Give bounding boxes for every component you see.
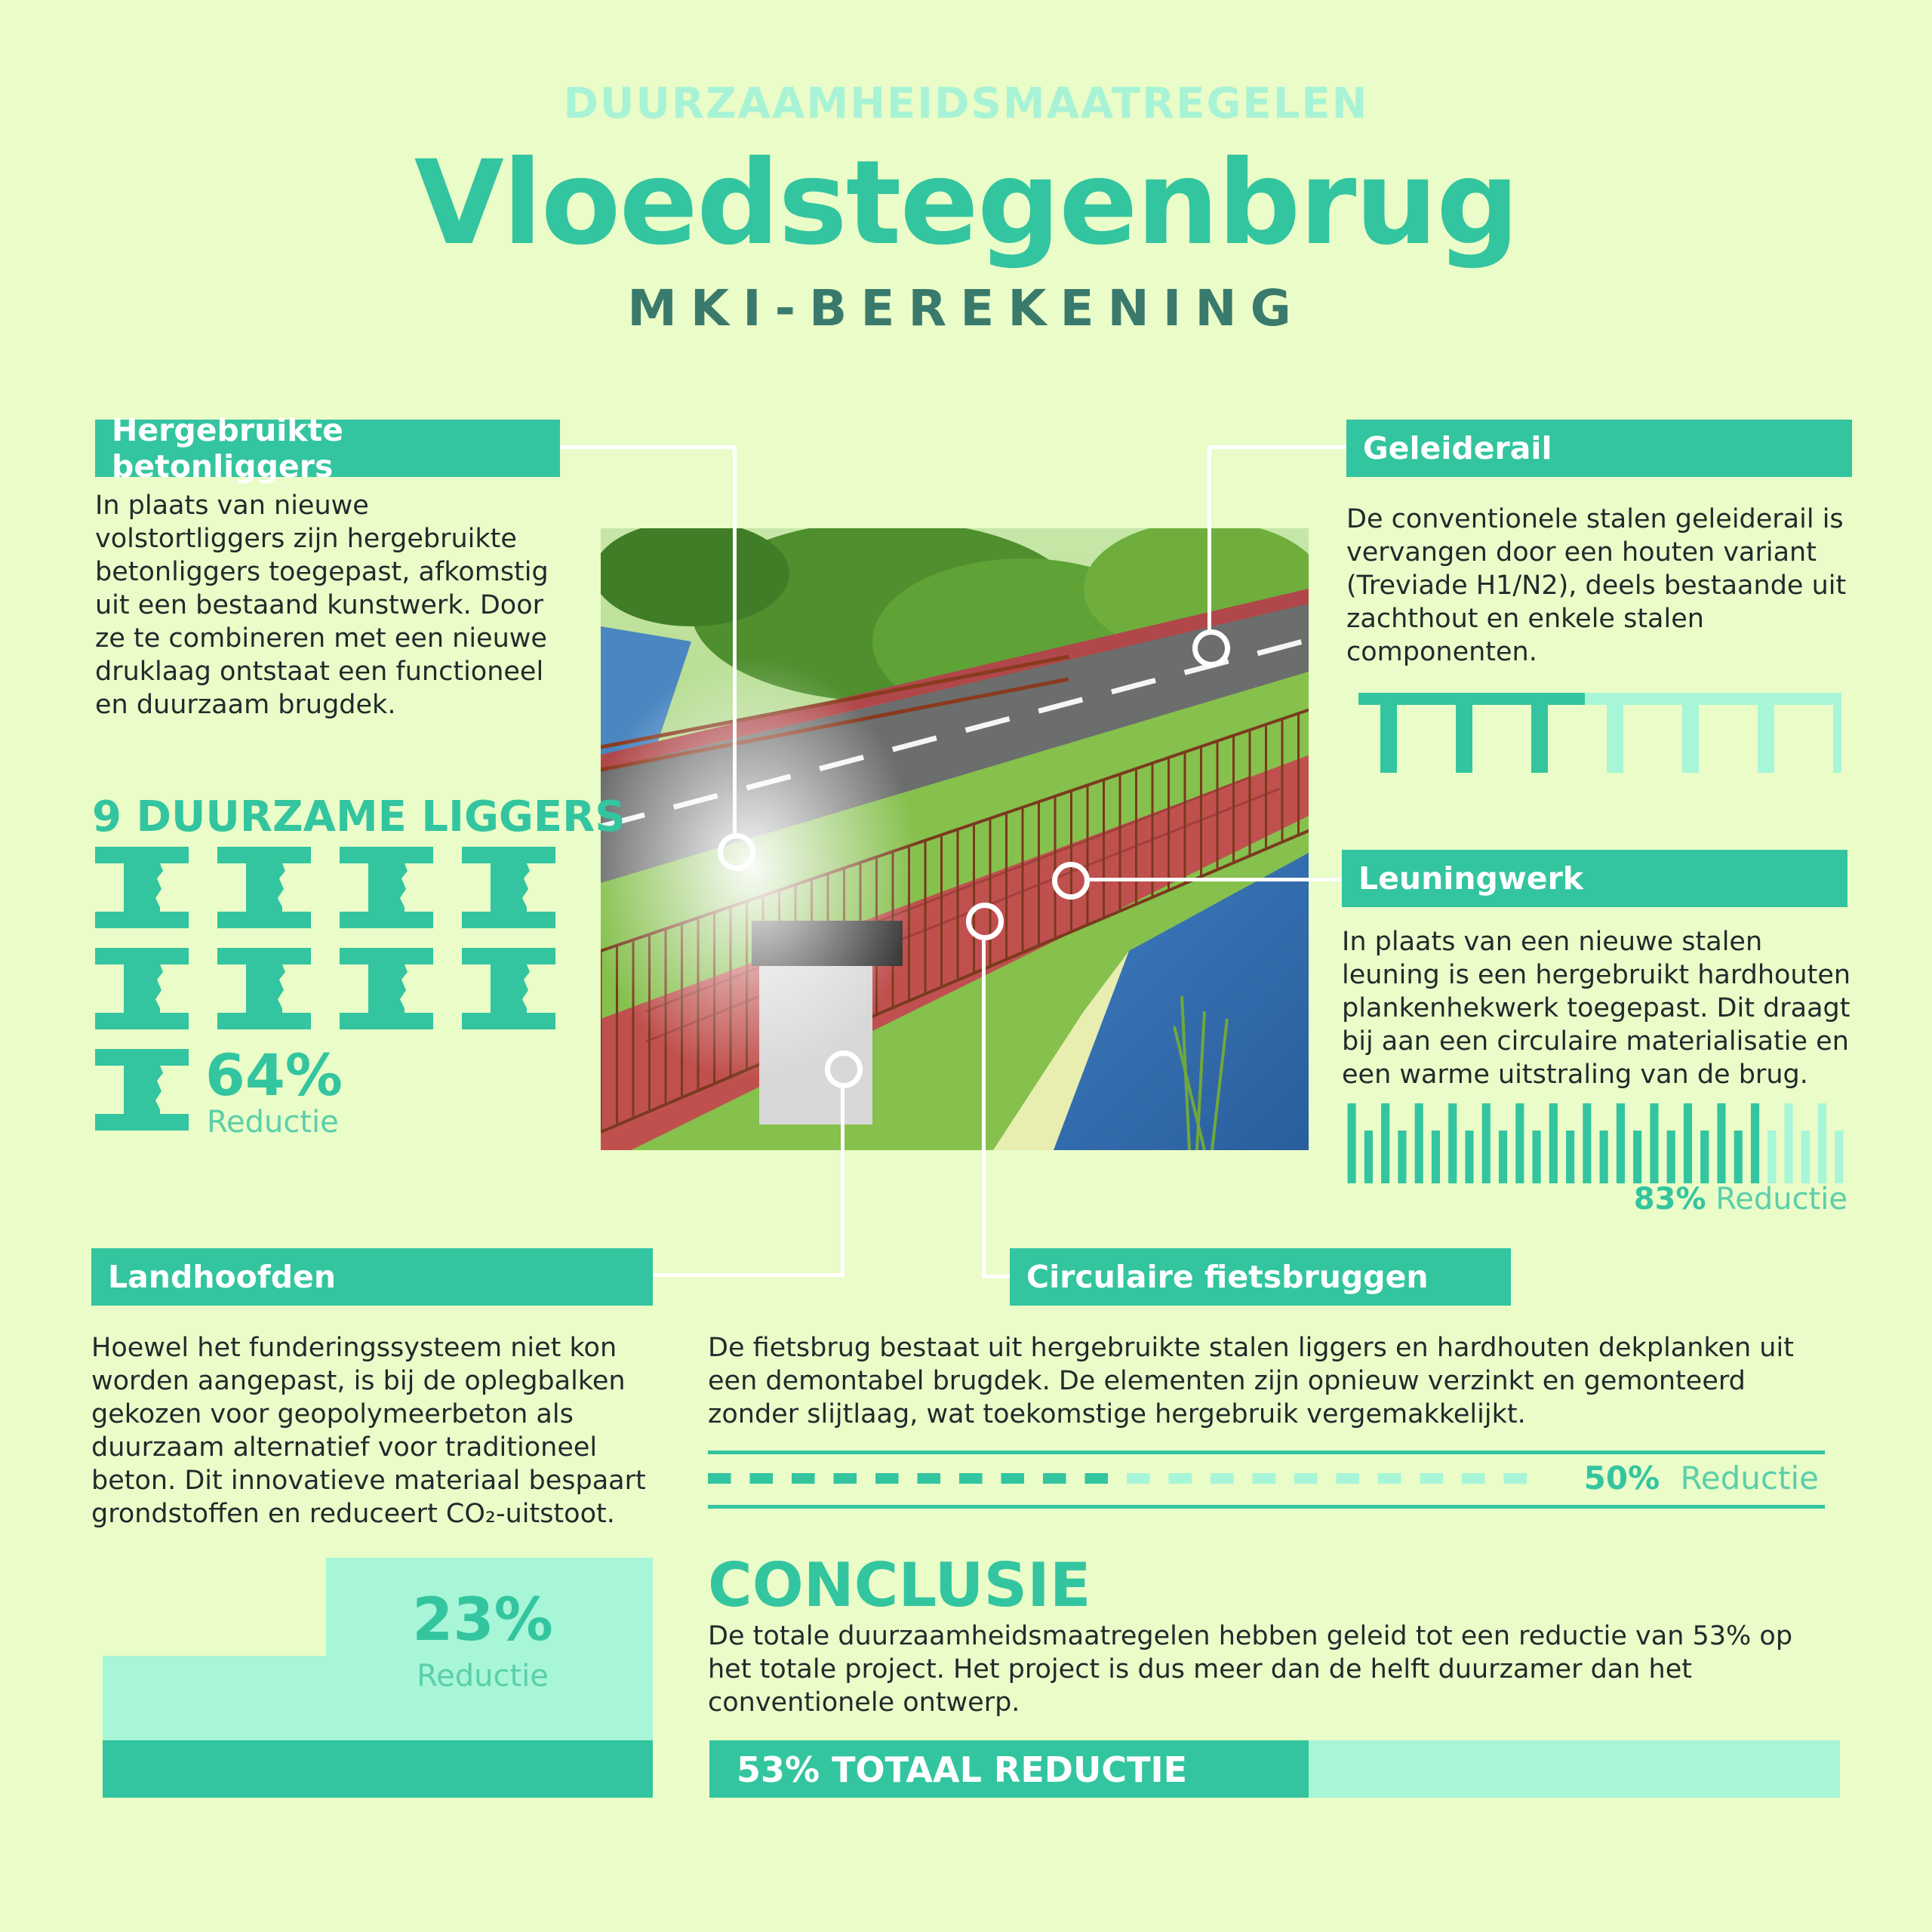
fence-bar [1465, 1131, 1473, 1183]
fence-bar [1751, 1103, 1759, 1183]
leuningwerk-reduction-label: Reductie [1715, 1182, 1847, 1217]
leader-line-betonliggers-v [733, 445, 737, 838]
betonliggers-reduction-label: Reductie [207, 1105, 339, 1140]
girder-icon [95, 1049, 189, 1131]
track-dash [834, 1473, 857, 1484]
girder-icon [462, 948, 555, 1029]
leader-line-leuningwerk-h [1084, 878, 1341, 881]
betonliggers-percent: 64% [205, 1041, 343, 1109]
liggers-count-title: 9 DUURZAME LIGGERS [92, 792, 626, 841]
fence-bar [1533, 1131, 1541, 1183]
track-dash [750, 1473, 774, 1484]
guardrail-post [1380, 705, 1397, 773]
fence-bar [1482, 1103, 1491, 1183]
hotspot-leuningwerk[interactable] [1052, 862, 1090, 900]
bridge-render-image [601, 528, 1309, 1150]
girder-icon [217, 847, 311, 928]
fence-bar [1499, 1131, 1507, 1183]
fence-bar [1785, 1103, 1793, 1183]
guardrail-beam-filled [1358, 693, 1585, 705]
fence-bar [1583, 1103, 1591, 1183]
guardrail-post [1456, 705, 1472, 773]
geleiderail-body: De conventionele stalen geleiderail is vervangen door een houten variant (Treviade H1/N2), deels bestaande uit zachthout en enkele stalen componenten. [1346, 504, 1847, 667]
track-dash [708, 1473, 731, 1484]
guardrail-post [1833, 705, 1841, 773]
landhoofden-body: Hoewel het funderingssysteem niet kon worden aangepast, is bij de oplegbalken gekozen voor geopolymeerbeton als duurzaam alternatief voor traditioneel beton. Dit innovatieve materiaal bespaart grondstoffen en reduceert CO₂-uitstoot. [91, 1333, 646, 1529]
guardrail-post [1531, 705, 1548, 773]
fence-bar [1566, 1131, 1574, 1183]
fence-bar [1432, 1131, 1440, 1183]
guardrail-beam-empty [1585, 693, 1841, 705]
fence-bar [1617, 1103, 1625, 1183]
leuningwerk-heading: Leuningwerk [1342, 850, 1847, 907]
fence-bar [1364, 1131, 1373, 1183]
landhoofden-percent: 23% [412, 1586, 553, 1654]
geleiderail-heading: Geleiderail [1346, 420, 1852, 477]
track-dash [1462, 1473, 1485, 1484]
track-dash [1294, 1473, 1318, 1484]
girder-icon [462, 847, 555, 928]
guardrail-post [1607, 705, 1623, 773]
girder-icon [217, 948, 311, 1029]
fence-bar [1717, 1103, 1725, 1183]
track-dash [959, 1473, 983, 1484]
hotspot-betonliggers[interactable] [718, 833, 755, 871]
betonliggers-heading: Hergebruikte betonliggers [95, 420, 560, 477]
fietsbruggen-reduction-label: Reductie [1680, 1460, 1819, 1497]
fence-bar [1700, 1131, 1709, 1183]
pretitle: DUURZAAMHEIDSMAATREGELEN [563, 79, 1369, 128]
fence-bar [1818, 1103, 1826, 1183]
fence-bar [1398, 1131, 1406, 1183]
betonliggers-body: In plaats van nieuwe volstortliggers zijn hergebruikte betonliggers toegepast, afkomstig uit een bestaand kunstwerk. Door ze te combineren met een nieuwe druklaag ontstaat een functioneel en duurzaam brugdek. [95, 491, 549, 720]
track-dash [792, 1473, 815, 1484]
girder-icon [340, 847, 433, 928]
fence-bar [1767, 1131, 1776, 1183]
track-dash [1043, 1473, 1066, 1484]
page-title: Vloedstegenbrug [414, 136, 1518, 271]
guardrail-post [1758, 705, 1774, 773]
track-dash [918, 1473, 941, 1484]
fietsbruggen-track-bottom [708, 1505, 1825, 1509]
track-dash [1504, 1473, 1527, 1484]
track-dash [1211, 1473, 1234, 1484]
leader-line-betonliggers-h [558, 445, 737, 449]
guardrail-posts-graphic [1358, 693, 1841, 776]
landhoofden-base-bar [103, 1740, 653, 1798]
leader-line-fietsbruggen-v [982, 940, 986, 1278]
fence-bar [1667, 1131, 1675, 1183]
track-dash [1337, 1473, 1360, 1484]
fietsbruggen-dash-graphic [708, 1472, 1546, 1483]
fietsbruggen-track-top [708, 1451, 1825, 1454]
girder-icon [340, 948, 433, 1029]
leader-line-geleiderail-v [1208, 445, 1211, 632]
track-dash [1127, 1473, 1150, 1484]
fence-bar [1549, 1103, 1558, 1183]
hotspot-fietsbruggen[interactable] [966, 903, 1004, 940]
leader-line-geleiderail-h [1208, 445, 1347, 449]
guardrail-post [1682, 705, 1699, 773]
girder-icon [95, 948, 189, 1029]
fietsbruggen-body: De fietsbrug bestaat uit hergebruikte stalen liggers en hardhouten dekplanken uit een demontabel brugdek. De elementen zijn opnieuw verzinkt en gemonteerd zonder slijtlaag, wat toekomstige hergebruik vergemakkelijkt. [708, 1333, 1794, 1429]
leader-line-fietsbruggen-h [982, 1275, 1012, 1278]
fence-bar [1734, 1131, 1743, 1183]
track-dash [875, 1473, 899, 1484]
track-dash [1001, 1473, 1025, 1484]
fence-bar [1381, 1103, 1389, 1183]
leader-line-landhoofden-v [841, 1088, 844, 1277]
page-subtitle: MKI-BEREKENING [627, 279, 1305, 337]
fence-bar [1415, 1103, 1423, 1183]
track-dash [1169, 1473, 1192, 1484]
conclusie-body: De totale duurzaamheidsmaatregelen hebben geleid tot een reductie van 53% op het totale project. Het project is dus meer dan de helft duurzamer dan het conventionele ontwerp. [708, 1621, 1793, 1718]
fietsbruggen-heading: Circulaire fietsbruggen [1010, 1248, 1511, 1306]
landhoofden-reduction-label: Reductie [417, 1659, 549, 1694]
hotspot-landhoofden[interactable] [825, 1051, 863, 1088]
leuningwerk-reduction [1343, 1182, 1847, 1217]
landhoofden-heading: Landhoofden [91, 1248, 653, 1306]
fence-bar [1348, 1103, 1356, 1183]
conclusie-heading: CONCLUSIE [708, 1550, 1091, 1620]
fietsbruggen-percent: 50% [1583, 1460, 1660, 1497]
fence-bar [1650, 1103, 1658, 1183]
fence-bars-graphic [1343, 1103, 1847, 1183]
fietsbruggen-reduction [1570, 1460, 1819, 1497]
track-dash [1420, 1473, 1444, 1484]
bridge-illustration [601, 528, 1309, 1150]
leuningwerk-body: In plaats van een nieuwe stalen leuning is een hergebruikt hardhouten plankenhekwerk toegepast. Dit draagt bij aan een circulaire materialisatie en een warme uitstraling van de brug. [1342, 927, 1851, 1090]
girder-icon [95, 847, 189, 928]
fence-bar [1600, 1131, 1608, 1183]
fence-bar [1633, 1131, 1641, 1183]
leuningwerk-percent: 83% [1633, 1182, 1706, 1217]
total-reduction-label: 53% TOTAAL REDUCTIE [737, 1749, 1187, 1790]
track-dash [1253, 1473, 1276, 1484]
fence-bar [1684, 1103, 1692, 1183]
leader-line-landhoofden-h [652, 1273, 844, 1277]
fence-bar [1801, 1131, 1810, 1183]
track-dash [1378, 1473, 1401, 1484]
fence-bar [1448, 1103, 1457, 1183]
track-dash [1085, 1473, 1109, 1484]
fence-bar [1515, 1103, 1524, 1183]
fence-bar [1835, 1131, 1843, 1183]
hotspot-geleiderail[interactable] [1192, 629, 1230, 667]
